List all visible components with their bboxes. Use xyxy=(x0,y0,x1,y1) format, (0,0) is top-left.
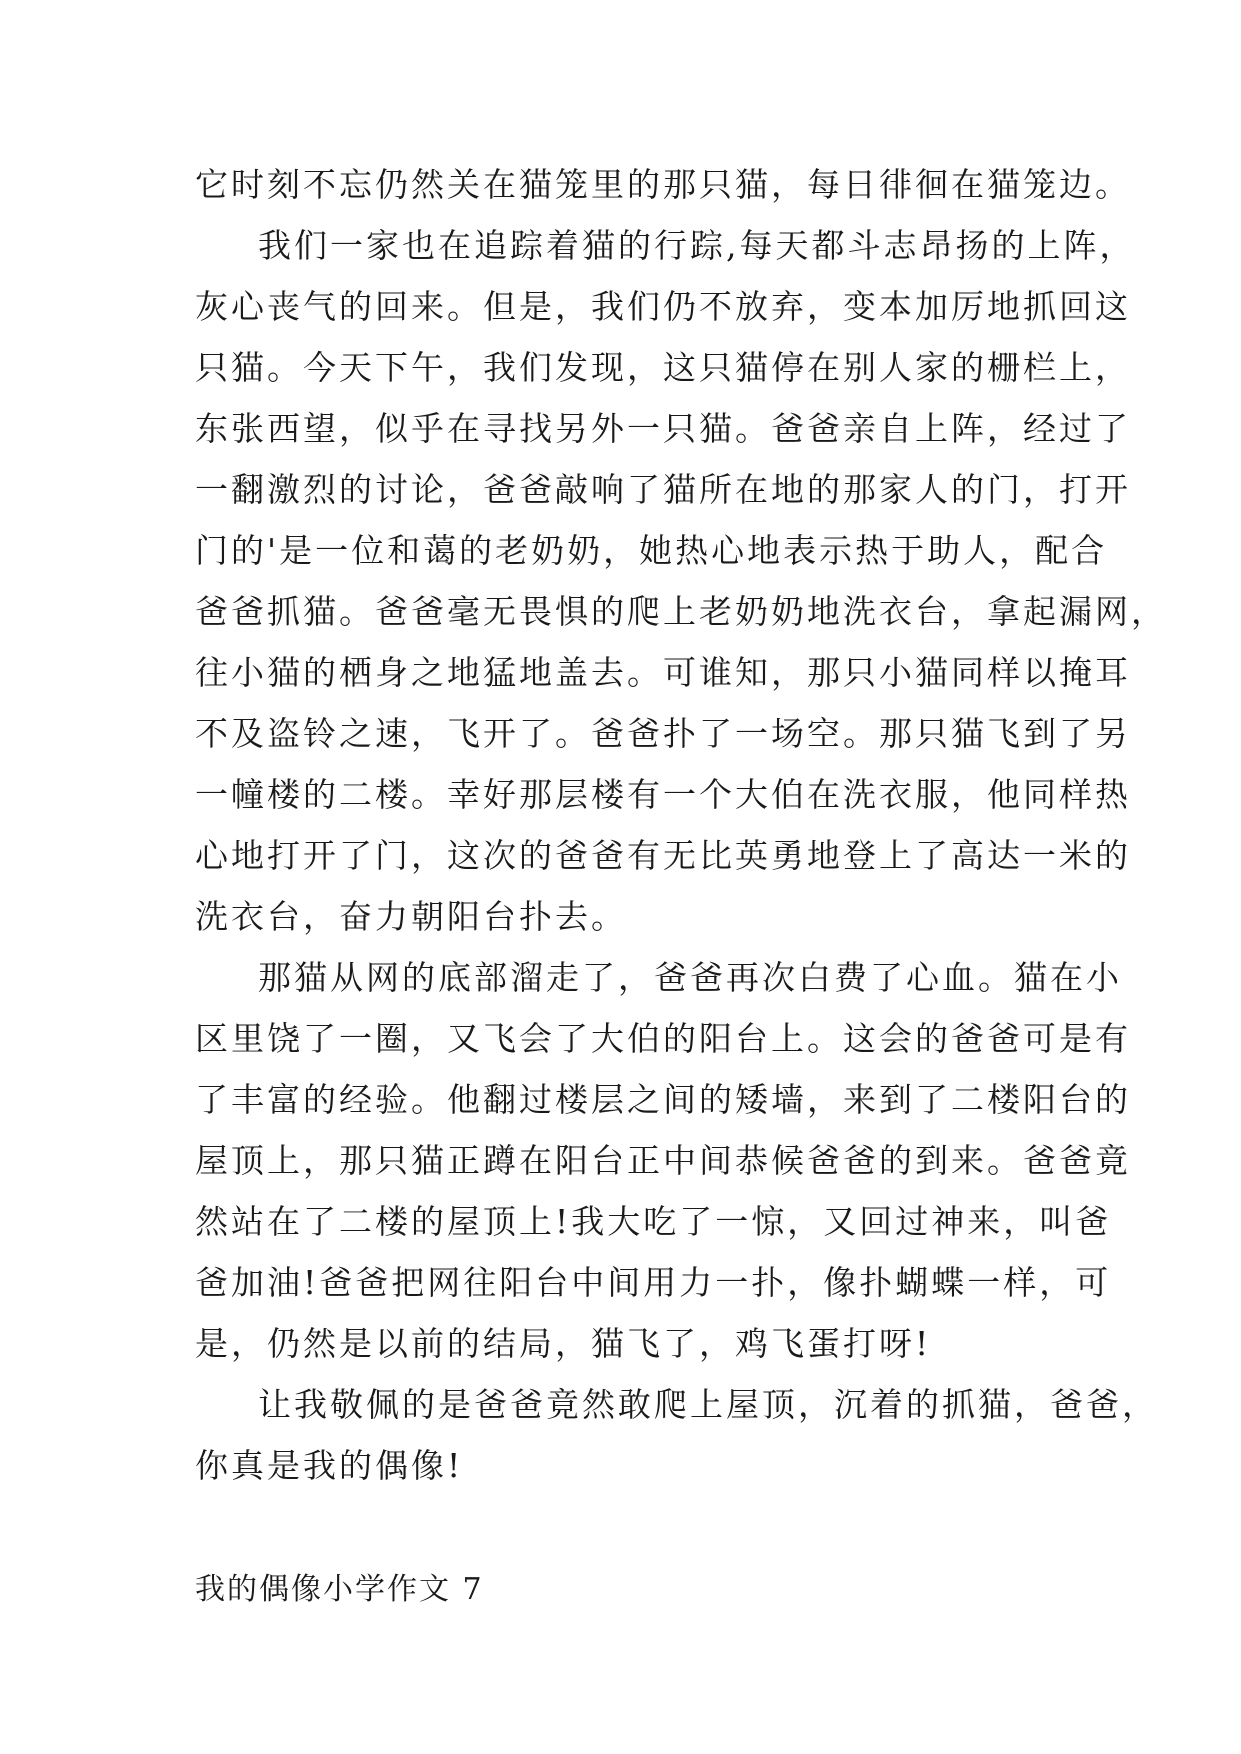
text-line: 区里饶了一圈，又飞会了大伯的阳台上。这会的爸爸可是有 xyxy=(195,1019,1131,1058)
text-line: 你真是我的偶像! xyxy=(195,1446,464,1485)
text-line: 爸加油!爸爸把网往阳台中间用力一扑，像扑蝴蝶一样，可 xyxy=(195,1263,1112,1302)
text-line: 只猫。今天下午，我们发现，这只猫停在别人家的栅栏上， xyxy=(195,348,1131,387)
text-line: 一幢楼的二楼。幸好那层楼有一个大伯在洗衣服，他同样热 xyxy=(195,775,1131,814)
text-line: 东张西望，似乎在寻找另外一只猫。爸爸亲自上阵，经过了 xyxy=(195,409,1131,448)
section-heading: 我的偶像小学作文 7 xyxy=(195,1572,484,1607)
text-line: 灰心丧气的回来。但是，我们仍不放弃，变本加厉地抓回这 xyxy=(195,287,1131,326)
text-line: 它时刻不忘仍然关在猫笼里的那只猫，每日徘徊在猫笼边。 xyxy=(195,165,1131,204)
paragraph-start-line: 让我敬佩的是爸爸竟然敢爬上屋顶，沉着的抓猫，爸爸， xyxy=(258,1385,1158,1424)
text-line: 一翻激烈的讨论，爸爸敲响了猫所在地的那家人的门，打开 xyxy=(195,470,1131,509)
text-line: 心地打开了门，这次的爸爸有无比英勇地登上了高达一米的 xyxy=(195,836,1131,875)
paragraph-start-line: 那猫从网的底部溜走了，爸爸再次白费了心血。猫在小 xyxy=(258,958,1122,997)
text-line: 是，仍然是以前的结局，猫飞了，鸡飞蛋打呀! xyxy=(195,1324,932,1363)
text-line: 往小猫的栖身之地猛地盖去。可谁知，那只小猫同样以掩耳 xyxy=(195,653,1131,692)
text-line: 门的'是一位和蔼的老奶奶，她热心地表示热于助人，配合 xyxy=(195,531,1108,570)
text-line: 然站在了二楼的屋顶上!我大吃了一惊，又回过神来，叫爸 xyxy=(195,1202,1112,1241)
text-line: 洗衣台，奋力朝阳台扑去。 xyxy=(195,897,627,936)
text-line: 爸爸抓猫。爸爸毫无畏惧的爬上老奶奶地洗衣台，拿起漏网， xyxy=(195,592,1167,631)
paragraph-start-line: 我们一家也在追踪着猫的行踪,每天都斗志昂扬的上阵， xyxy=(258,226,1136,265)
text-line: 了丰富的经验。他翻过楼层之间的矮墙，来到了二楼阳台的 xyxy=(195,1080,1131,1119)
text-line: 屋顶上，那只猫正蹲在阳台正中间恭候爸爸的到来。爸爸竟 xyxy=(195,1141,1131,1180)
text-line: 不及盗铃之速，飞开了。爸爸扑了一场空。那只猫飞到了另 xyxy=(195,714,1131,753)
